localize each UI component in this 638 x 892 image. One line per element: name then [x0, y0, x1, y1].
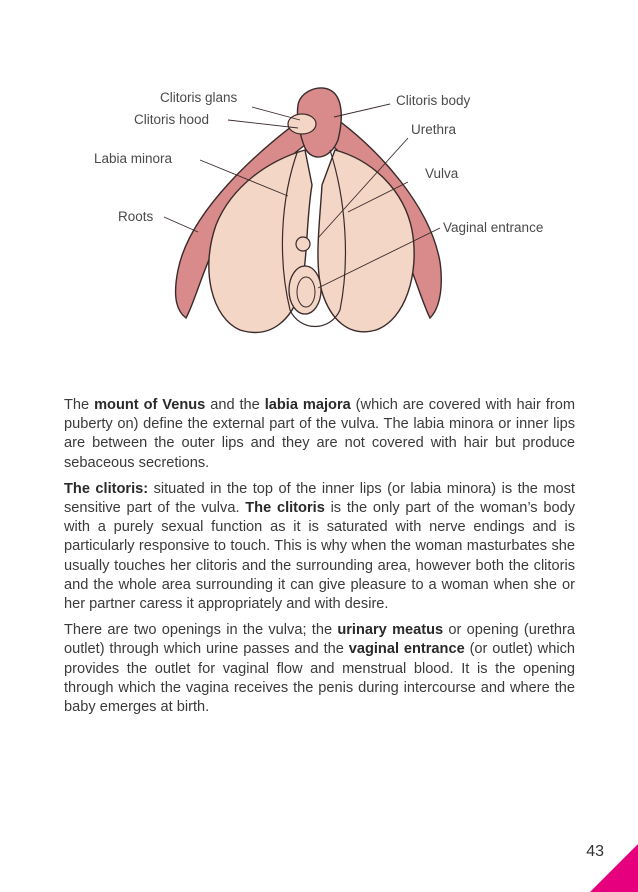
- body-text: [64, 396, 575, 724]
- right-bulb-shape: [318, 150, 414, 332]
- paragraph-labia: [64, 396, 575, 473]
- text-run: or opening (urethra outlet) through which urine passes and the: [64, 622, 575, 658]
- label-vaginal-entrance: Vaginal entrance: [443, 220, 544, 235]
- corner-accent-triangle: [590, 844, 638, 892]
- text-run: and the: [205, 397, 265, 413]
- text-run: is the only part of the woman’s body with a purely sexual function as it is saturated with nerve endings and is particularly responsive to touch. This is why when the woman masturbates she usually touches her clitoris and the surrounding area, however both the clitoris and the whole area surrounding it can give pleasure to a woman when she or her partner caress it appropriately and with desire.: [64, 500, 575, 613]
- clitoris-glans-shape: [288, 114, 316, 134]
- vulva-diagram: [0, 0, 638, 380]
- label-clitoris-hood: Clitoris hood: [134, 112, 210, 127]
- term-urinary-meatus: urinary meatus: [337, 622, 444, 639]
- label-vulva: Vulva: [425, 166, 459, 181]
- paragraph-openings: [64, 621, 575, 717]
- term-the-clitoris-heading: The clitoris:: [64, 480, 149, 497]
- page-number: 43: [586, 843, 604, 860]
- label-clitoris-glans: Clitoris glans: [160, 90, 238, 105]
- term-vaginal-entrance: vaginal entrance: [348, 641, 465, 658]
- text-run: situated in the top of the inner lips (or labia minora) is the most sensitive part of the vulva.: [64, 480, 575, 517]
- term-mount-of-venus: mount of Venus: [94, 397, 206, 413]
- urethra-opening: [296, 237, 310, 251]
- term-labia-majora: labia majora: [264, 397, 351, 413]
- label-labia-minora: Labia minora: [94, 151, 173, 166]
- text-run: (or outlet) which provides the outlet for vaginal flow and menstrual blood. It is the opening through which the vagina receives the penis during intercourse and where the baby emerges at birth.: [64, 641, 575, 716]
- label-roots: Roots: [118, 209, 154, 224]
- label-urethra: Urethra: [411, 122, 457, 137]
- term-the-clitoris: The clitoris: [245, 500, 325, 517]
- anatomy-illustration: [0, 0, 638, 380]
- text-run: The: [64, 397, 95, 413]
- text-run: There are two openings in the vulva; the: [64, 622, 338, 639]
- text-run: (which are covered with hair from puberty on) define the external part of the vulva. The labia minora or inner lips are between the outer lips and they are not covered with hair but produce sebaceous secretions.: [64, 397, 575, 471]
- paragraph-clitoris: [64, 480, 575, 614]
- label-clitoris-body: Clitoris body: [396, 93, 471, 108]
